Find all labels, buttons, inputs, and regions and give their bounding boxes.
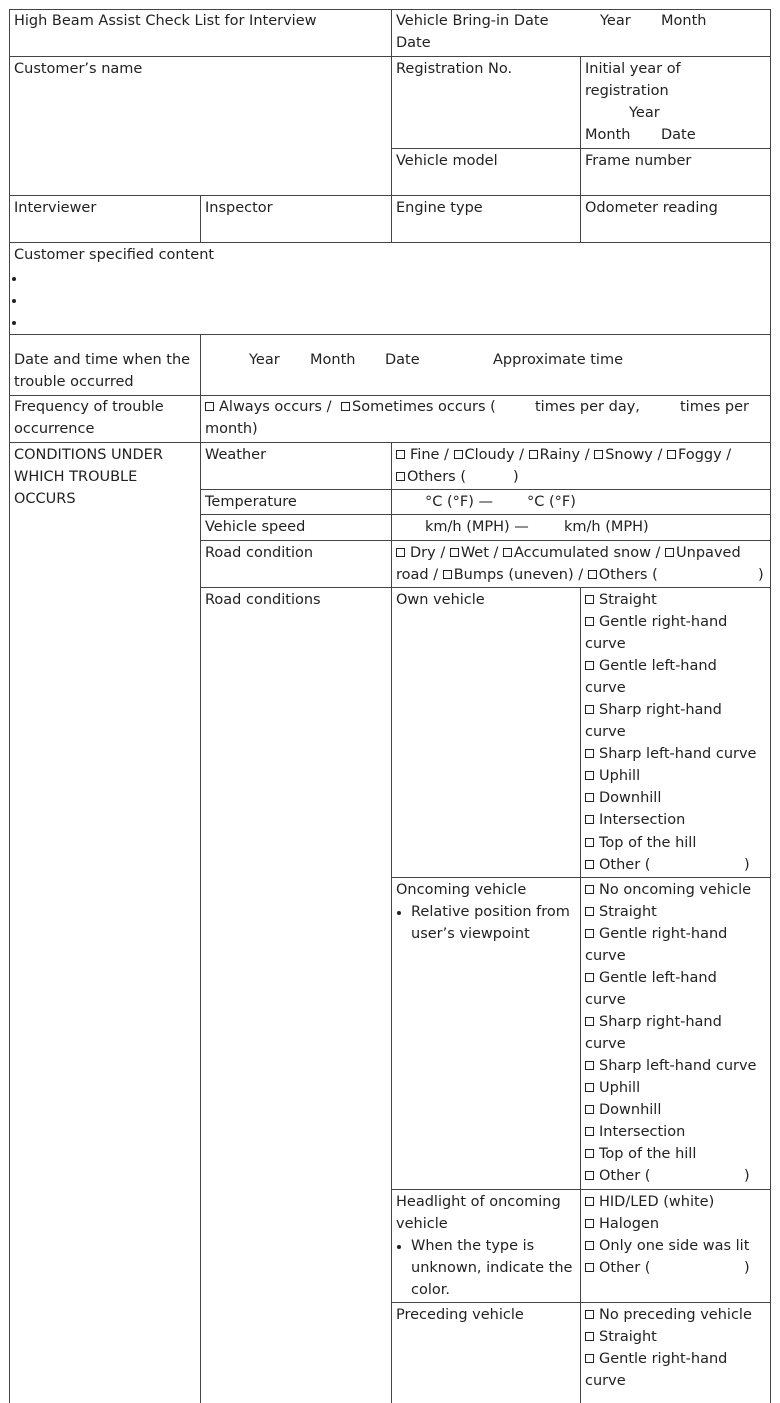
checkbox-icon[interactable] [585,617,594,626]
onc-other-option[interactable]: Other ( [585,1165,650,1187]
checkbox-icon[interactable] [585,1105,594,1114]
checkbox-icon[interactable] [585,1083,594,1092]
checkbox-icon[interactable] [585,1197,594,1206]
weather-rainy: Rainy / [539,447,590,463]
weather-cloudy: Cloudy / [464,447,525,463]
weather-others-close: ) [513,469,519,485]
road-bumps: Bumps (uneven) / [453,567,584,583]
own-sharp-left-option[interactable]: Sharp left-hand curve [585,743,756,765]
odometer-label: Odometer reading [585,200,718,216]
conditions-label-3: OCCURS [14,491,76,507]
bullet [12,299,16,303]
checkbox-icon[interactable] [585,793,594,802]
grid-line [391,877,771,878]
checkbox-icon[interactable] [585,705,594,714]
interviewer-label: Interviewer [14,200,97,216]
grid-line [9,442,771,443]
checkbox-icon[interactable] [443,570,452,579]
road-word: road / [396,567,439,583]
checkbox-icon[interactable] [585,929,594,938]
initial-year-month: Month [585,127,631,143]
prec-gentle-right-option[interactable]: Gentle right-hand [585,1348,727,1370]
frequency-label-2: occurrence [14,421,95,437]
own-gentle-left-option[interactable]: Gentle left-hand [585,655,717,677]
checkbox-icon[interactable] [503,548,512,557]
checkbox-icon[interactable] [585,1354,594,1363]
checkbox-icon[interactable] [585,661,594,670]
oncoming-note: Relative position from [411,904,570,920]
weather-options [396,444,731,466]
weather-fine: Fine / [410,447,449,463]
onc-straight-option[interactable]: Straight [585,901,657,923]
grid-line [770,9,771,1403]
weather-others: Others ( [396,466,466,488]
checkbox-icon[interactable] [585,907,594,916]
weather-label: Weather [205,447,267,463]
customer-name-label: Customer’s name [14,61,143,77]
checkbox-icon[interactable] [585,1263,594,1272]
frame-number-label: Frame number [585,153,692,169]
speed-from: km/h (MPH) — [425,519,529,535]
checkbox-icon[interactable] [396,450,405,459]
bullet [397,1245,401,1249]
road-condition-options-2 [396,564,658,586]
bring-in-date-label: Vehicle Bring-in Date [396,13,549,29]
weather-foggy: Foggy / [678,447,732,463]
own-vehicle-label: Own vehicle [396,592,485,608]
grid-line [391,1189,771,1190]
frequency-always-option[interactable]: Always occurs / [205,396,331,418]
checkbox-icon[interactable] [396,472,405,481]
frequency-times-per: times per [680,399,750,415]
checkbox-icon[interactable] [585,815,594,824]
road-condition-options [396,542,741,564]
temperature-to: °C (°F) [527,494,576,510]
headlight-halogen-option[interactable]: Halogen [585,1213,659,1235]
headlight-other-close: ) [744,1260,750,1276]
grid-line [391,1302,771,1303]
onc-sharp-left-option[interactable]: Sharp left-hand curve [585,1055,756,1077]
grid-line [9,195,771,196]
onc-top-hill-option[interactable]: Top of the hill [585,1143,696,1165]
grid-line [391,442,392,1403]
grid-line [200,489,771,490]
frequency-label: Frequency of trouble [14,399,164,415]
customer-specified-label: Customer specified content [14,247,215,263]
checkbox-icon[interactable] [450,548,459,557]
frequency-sometimes-option[interactable]: Sometimes occurs ( [341,396,496,418]
checkbox-icon[interactable] [585,1061,594,1070]
checkbox-icon[interactable] [585,860,594,869]
vehicle-model-label: Vehicle model [396,153,498,169]
onc-sharp-right-option[interactable]: Sharp right-hand [585,1011,722,1033]
checkbox-icon[interactable] [665,548,674,557]
road-others: Others ( [598,567,658,583]
checkbox-icon[interactable] [585,885,594,894]
preceding-label: Preceding vehicle [396,1307,524,1323]
headlight-one-side-option[interactable]: Only one side was lit [585,1235,749,1257]
own-gentle-right-option[interactable]: Gentle right-hand [585,611,727,633]
occurrence-date: Date [385,352,420,368]
road-wet: Wet / [460,545,499,561]
checkbox-icon[interactable] [585,771,594,780]
occurrence-label-2: trouble occurred [14,374,134,390]
form-title: High Beam Assist Check List for Interview [14,13,317,29]
checkbox-icon[interactable] [585,1017,594,1026]
headlight-note-3: color. [411,1282,450,1298]
bullet [12,277,16,281]
initial-year-label-2: registration [585,83,669,99]
onc-intersection-option[interactable]: Intersection [585,1121,685,1143]
prec-straight-option[interactable]: Straight [585,1326,657,1348]
frequency-times-per-day: times per day, [535,399,640,415]
own-gentle-right-cont: curve [585,636,626,652]
registration-label: Registration No. [396,61,513,77]
occurrence-month: Month [310,352,356,368]
weather-snowy: Snowy / [605,447,663,463]
checkbox-icon[interactable] [341,402,350,411]
own-sharp-right-option[interactable]: Sharp right-hand [585,699,722,721]
headlight-label-2: vehicle [396,1216,448,1232]
initial-year-date: Date [661,127,696,143]
checkbox-icon[interactable] [585,838,594,847]
checkbox-icon[interactable] [585,749,594,758]
road-others-close: ) [758,567,764,583]
occurrence-label: Date and time when the [14,352,191,368]
speed-to: km/h (MPH) [564,519,649,535]
conditions-label: CONDITIONS UNDER [14,447,163,463]
headlight-note-2: unknown, indicate the [411,1260,573,1276]
bring-in-year: Year [600,13,631,29]
occurrence-approx-time: Approximate time [493,352,623,368]
checkbox-icon[interactable] [585,1127,594,1136]
speed-label: Vehicle speed [205,519,306,535]
checkbox-icon[interactable] [588,570,597,579]
road-conditions-label: Road conditions [205,592,321,608]
grid-line [9,334,771,335]
frequency-month: month) [205,421,258,437]
onc-other-close: ) [744,1168,750,1184]
own-other-close: ) [744,857,750,873]
own-sharp-right-cont: curve [585,724,626,740]
headlight-label: Headlight of oncoming [396,1194,561,1210]
grid-line [200,195,201,243]
own-intersection-option[interactable]: Intersection [585,809,685,831]
oncoming-note-2: user’s viewpoint [411,926,530,942]
headlight-other-option[interactable]: Other ( [585,1257,650,1279]
checkbox-icon[interactable] [585,595,594,604]
grid-line [391,9,392,243]
grid-line [9,242,771,243]
inspector-label: Inspector [205,200,273,216]
checkbox-icon[interactable] [585,973,594,982]
road-condition-label: Road condition [205,545,314,561]
road-unpaved: Unpaved [676,545,741,561]
grid-line [391,148,771,149]
checkbox-icon[interactable] [585,1149,594,1158]
onc-uphill-option[interactable]: Uphill [585,1077,640,1099]
onc-gentle-left-cont: curve [585,992,626,1008]
checkbox-icon[interactable] [585,1219,594,1228]
checkbox-icon[interactable] [585,1171,594,1180]
checkbox-icon[interactable] [585,1332,594,1341]
grid-line [200,334,201,443]
grid-line [9,9,10,1403]
road-snow: Accumulated snow / [514,545,661,561]
initial-year-label: Initial year of [585,61,681,77]
own-uphill-option[interactable]: Uphill [585,765,640,787]
own-downhill-option[interactable]: Downhill [585,787,661,809]
bullet [12,321,16,325]
bullet [397,911,401,915]
temperature-from: °C (°F) — [425,494,493,510]
own-gentle-left-cont: curve [585,680,626,696]
engine-type-label: Engine type [396,200,483,216]
oncoming-label: Oncoming vehicle [396,882,527,898]
onc-gentle-right-option[interactable]: Gentle right-hand [585,923,727,945]
checkbox-icon[interactable] [585,1241,594,1250]
bring-in-date: Date [396,35,431,51]
grid-line [9,56,771,57]
own-top-hill-option[interactable]: Top of the hill [585,832,696,854]
checkbox-icon[interactable] [396,548,405,557]
prec-gentle-right-cont: curve [585,1373,626,1389]
own-other-option[interactable]: Other ( [585,854,650,876]
initial-year-year: Year [629,105,660,121]
grid-line [200,540,771,541]
onc-gentle-left-option[interactable]: Gentle left-hand [585,967,717,989]
grid-line [580,56,581,243]
checkbox-icon[interactable] [529,450,538,459]
onc-downhill-option[interactable]: Downhill [585,1099,661,1121]
headlight-note: When the type is [411,1238,535,1254]
checkbox-icon[interactable] [667,450,676,459]
onc-sharp-right-cont: curve [585,1036,626,1052]
onc-gentle-right-cont: curve [585,948,626,964]
occurrence-year: Year [249,352,280,368]
grid-line [200,442,201,1403]
own-straight-option[interactable]: Straight [585,589,657,611]
prec-none-option[interactable]: No preceding vehicle [585,1304,752,1326]
temperature-label: Temperature [205,494,297,510]
grid-line [200,587,771,588]
checkbox-icon[interactable] [205,402,214,411]
bring-in-month: Month [661,13,707,29]
checkbox-icon[interactable] [454,450,463,459]
road-dry: Dry / [410,545,446,561]
headlight-hid-option[interactable]: HID/LED (white) [585,1191,714,1213]
grid-line [580,587,581,1403]
grid-line [200,514,771,515]
checkbox-icon[interactable] [585,1310,594,1319]
onc-none-option[interactable]: No oncoming vehicle [585,879,751,901]
checkbox-icon[interactable] [594,450,603,459]
conditions-label-2: WHICH TROUBLE [14,469,138,485]
